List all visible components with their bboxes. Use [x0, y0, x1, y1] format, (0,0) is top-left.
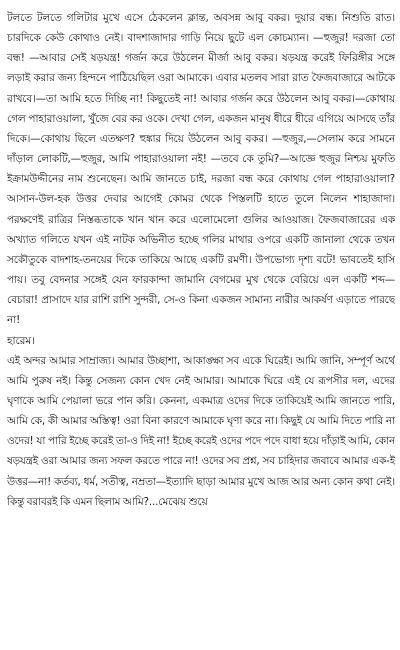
section-heading: হারেম।: [7, 334, 35, 347]
paragraph-1: টলতে টলতে গলিটার মুখে এসে ঠেকলেন ক্লান্ত, অবসন্ন আবু বকর। দুয়ার বন্ধ। নিশুতি রাত। চারদিকে কেউ কোথাও নেই। বাদশাজাদার গাড়ি নিয়ে ছুটে এল কোচম্যান। —হুজুর! দরজা তো বন্ধ! —আবার সেই ষড়যন্ত্র! গর্জন করে উঠলেন মীর্জা আবু বকর। ষড়যন্ত্র করেই ফিরিঙ্গীর সঙ্গে লড়াই করার জন্য হিন্দনে পাঠিয়েছিল ওরা আমাকে। এবার মতলব সারা রাত ফৈজবাজারে আটকে রাখবে।—তা আমি হতে দিচ্ছি না! কিছুতেই না! আবার গর্জন করে উঠলেন আবু বকর।—কোথায় গেল পাহারাওয়ালা, খুঁজে বের কর ওকে। দেখা গেল, একজন মানুষ ধীরে ধীরে এগিয়ে আসছে তাঁর দিকে।—কোথায় ছিলে এতক্ষণ? হুঙ্কার দিয়ে উঠলেন আবু বকর। —হুজুর,—সেলাম করে সামনে দাঁড়াল লোকটি,—হুজুর, আমি পাহারাওয়ালা নই! —তবে কে তুমি?—আজ্ঞে হুজুর নিশ্চয় মুফতি ইক্রামউদ্দীনের নাম শুনেছেন। আমি জানতে চাই, দরজা বন্ধ করে কোথায় গেল পাহারাওয়ালা? আসান-উল-হক উত্তর দেবার আগেই কোমর থেকে পিস্তলটি হাতে তুলে নিলেন শাহাজাদা। পরক্ষণেই রাত্রির নিস্তব্ধতাকে খান খান করে এলোমেলো গুলির আওয়াজ। ফৈজবাজারের এক অখ্যাত গলিতে যখন এই নাটক অভিনীত হচ্ছে গলির মাথার ওপরে একটি জানালা থেকে তখন সকৌতুকে বাদশাহ-তনয়ের দিকে তাকিয়ে আছে একটি রমণী। উপভোগ্য দৃশ্য বটে! ভাবতেই হাসি পায়। তবু বেদনার সঙ্গেই যেন ফারকান্দা জামানি বেগমের মুখ থেকে বেরিয়ে এল একটি শব্দ— বেচারা! প্রাসাদে যার রাশি রাশি সুন্দরী, সে-ও কিনা একজন সামান্য নারীর আকর্ষণ এড়াতে পারছে না!: [7, 12, 395, 327]
paragraph-2: এই অন্দর আমার সাম্রাজ্য। আমার উচ্ছাশা, আকাঙ্ক্ষা সব একে ঘিরেই। আমি জানি, সম্পূর্ণ অর্থে আমি পুরুষ নই। কিন্তু সেজন্য কোন খেদ নেই আমার। আমাকে ঘিরে এই যে রূপসীর দল, এদের ঘৃণাকে আমি পেয়ালা ভরে পান করি। কেননা, একমাত্র ওদের দিকে তাকিয়েই আমি জানতে পারি, আমি কে, কী আমার অস্তিত্ব! ওরা বিনা কারণে আমাকে ঘৃণা করে না। কিছুই যে আমি দিতে পারি না ওদের! যা পারি ইচ্ছে করেই তা-ও দিই না! ইচ্ছে করেই ওদের পদে পদে বাধা হয়ে দাঁড়াই আমি, কোন ষড়যন্ত্রই ওরা আমার জন্য সফল করতে পারে না! ওদের সব প্রশ্ন, সব চাহিদার জবাবে আমার এক-ই উত্তর—না! কর্তব্য, ধর্ম, সতীত্ব, নম্রতা—ইত্যাদি ছাড়া আমার মুখে আজ আর অন্য কোন কথা নেই। কিন্তু বরাবরই কি এমন ছিলাম আমি?...মেঝেয় শুয়ে: [7, 354, 395, 508]
book-page: [7, 8, 395, 644]
